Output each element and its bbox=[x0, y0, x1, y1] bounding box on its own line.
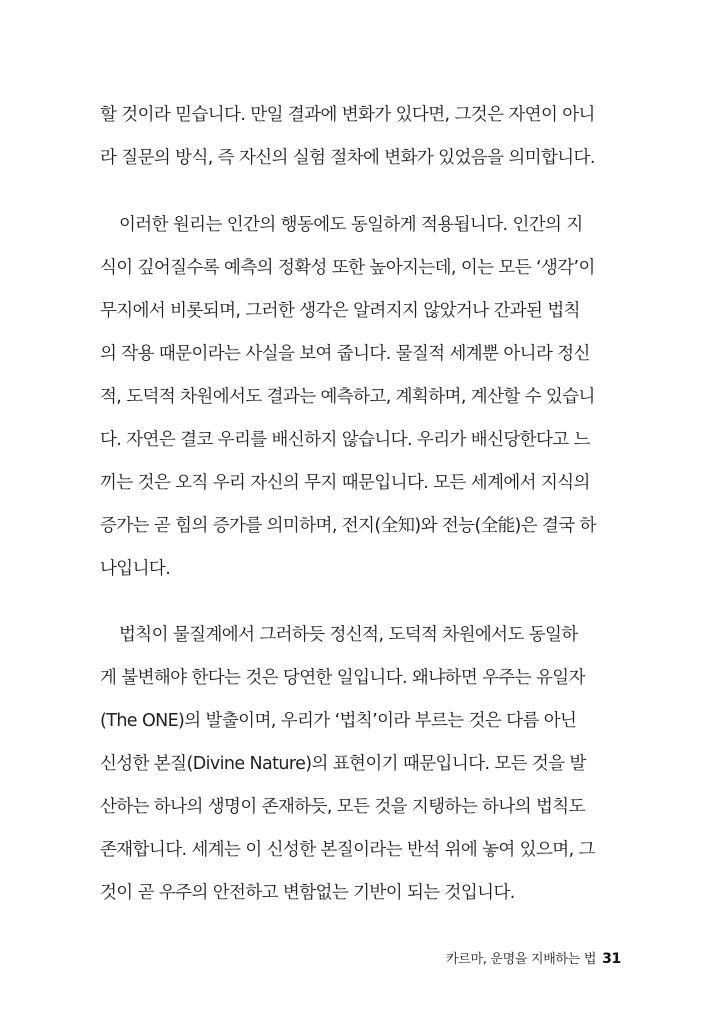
text-line: (The ONE)의 발출이며, 우리가 ‘법칙’이라 부르는 것은 다름 아닌 bbox=[100, 711, 577, 731]
text-line: 라 질문의 방식, 즉 자신의 실험 절차에 변화가 있었음을 의미합니다. bbox=[100, 148, 595, 168]
text-line: 적, 도덕적 차원에서도 결과는 예측하고, 계획하며, 계산할 수 있습니 bbox=[100, 387, 595, 407]
text-line: 무지에서 비롯되며, 그러한 생각은 알려지지 않았거나 간과된 법칙 bbox=[100, 301, 580, 321]
text-line: 신성한 본질(Divine Nature)의 표현이기 때문입니다. 모든 것을 발 bbox=[100, 754, 586, 774]
text-line: 다. 자연은 결코 우리를 배신하지 않습니다. 우리가 배신당한다고 느 bbox=[100, 430, 590, 450]
running-title: 카르마, 운명을 지배하는 법 bbox=[445, 952, 597, 967]
text-line: 끼는 것은 오직 우리 자신의 무지 때문입니다. 모든 세계에서 지식의 bbox=[100, 473, 590, 493]
text-line: 이러한 원리는 인간의 행동에도 동일하게 적용됩니다. 인간의 지 bbox=[119, 215, 583, 235]
text-line: 나입니다. bbox=[100, 559, 171, 579]
page-number: 31 bbox=[602, 951, 621, 967]
text-line: 법칙이 물질계에서 그러하듯 정신적, 도덕적 차원에서도 동일하 bbox=[119, 625, 578, 645]
text-line: 존재합니다. 세계는 이 신성한 본질이라는 반석 위에 놓여 있으며, 그 bbox=[100, 840, 595, 860]
text-line: 식이 깊어질수록 예측의 정확성 또한 높아지는데, 이는 모든 ‘생각’이 bbox=[100, 258, 595, 278]
text-line: 게 불변해야 한다는 것은 당연한 일입니다. 왜냐하면 우주는 유일자 bbox=[100, 668, 585, 688]
text-line: 것이 곧 우주의 안전하고 변함없는 기반이 되는 것입니다. bbox=[100, 883, 515, 903]
page-footer bbox=[446, 948, 621, 967]
text-line: 산하는 하나의 생명이 존재하듯, 모든 것을 지탱하는 하나의 법칙도 bbox=[100, 797, 585, 817]
text-line: 할 것이라 믿습니다. 만일 결과에 변화가 있다면, 그것은 자연이 아니 bbox=[100, 105, 595, 125]
text-line: 의 작용 때문이라는 사실을 보여 줍니다. 물질적 세계뿐 아니라 정신 bbox=[100, 344, 590, 364]
text-line: 증가는 곧 힘의 증가를 의미하며, 전지(全知)와 전능(全能)은 결국 하 bbox=[100, 516, 596, 536]
